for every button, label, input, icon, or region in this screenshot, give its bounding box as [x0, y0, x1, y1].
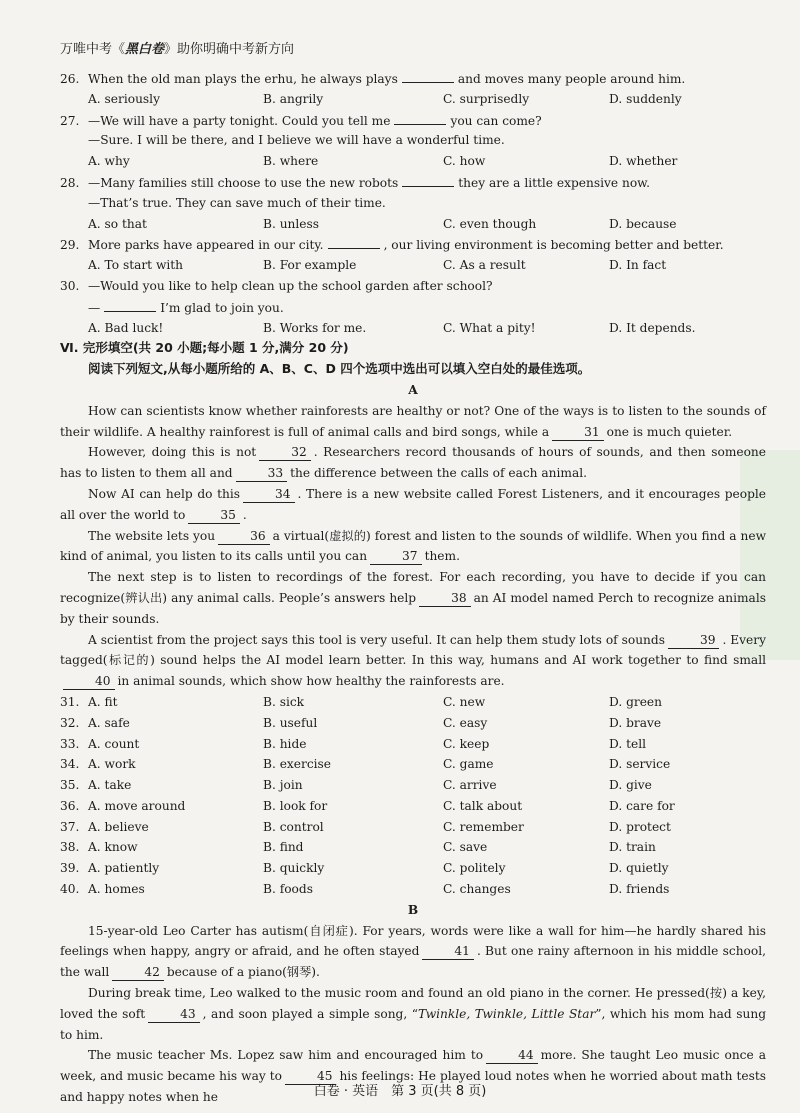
passage-text: The next step is to listen to recordings of the forest. For each recording, you have to decide if you can recognize(辨认出) any animal calls. People’s answers help — [60, 570, 766, 605]
passage-text: an AI model named Perch to recognize animals by their sounds. — [60, 590, 766, 626]
header-brand: 黑白卷 — [125, 42, 165, 57]
option-b: B. join — [263, 778, 303, 793]
question-number: 33. — [60, 736, 80, 751]
question-number: 40. — [60, 882, 80, 897]
question-text: , our living environment is becoming better and better. — [383, 238, 724, 253]
question-number: 35. — [60, 778, 80, 793]
option-d: D. service — [609, 757, 671, 772]
passage-text: one is much quieter. — [606, 424, 733, 439]
question-text: —We will have a party tonight. Could you tell me — [88, 113, 391, 128]
option-d: D. It depends. — [609, 320, 696, 335]
blank-36: 36 — [218, 529, 270, 545]
passage-text: 15-year-old Leo Carter has autism(自闭症). For years, words were like a wall for him—he hardly shared his feelings when happy, angry or afraid, and he often stayed — [60, 923, 766, 959]
option-b: B. For example — [263, 258, 357, 273]
option-c: C. What a pity! — [443, 320, 536, 335]
question-text: —Would you like to help clean up the school garden after school? — [88, 278, 493, 293]
option-row — [60, 879, 766, 900]
option-c: C. surprisedly — [443, 91, 530, 106]
passage-text: in animal sounds, which show how healthy the rainforests are. — [117, 674, 505, 689]
option-a: A. patiently — [88, 861, 160, 876]
passage-a-paragraph-5 — [60, 567, 766, 629]
option-c: C. game — [443, 757, 494, 772]
exam-content — [60, 68, 766, 1108]
option-b: B. unless — [263, 216, 320, 231]
option-d: D. friends — [609, 882, 670, 897]
question-number: 31. — [60, 694, 80, 709]
passage-text: However, doing this is not — [88, 445, 257, 460]
passage-text: because of a piano(钢琴). — [166, 965, 320, 980]
passage-a-label: A — [408, 382, 418, 397]
option-a: A. To start with — [88, 258, 184, 273]
header-prefix: 万唯中考《 — [60, 42, 126, 57]
passage-text: Now AI can help do this — [88, 486, 241, 501]
dash: — — [88, 300, 101, 315]
options-26 — [60, 89, 766, 110]
passage-a-paragraph-4 — [60, 526, 766, 568]
option-a: A. Bad luck! — [88, 320, 164, 335]
option-c: C. even though — [443, 216, 537, 231]
question-28 — [60, 172, 766, 193]
option-b: B. exercise — [263, 757, 332, 772]
option-c: C. arrive — [443, 778, 497, 793]
blank-44: 44 — [486, 1048, 538, 1064]
option-d: D. brave — [609, 715, 662, 730]
blank-43: 43 — [148, 1007, 200, 1023]
passage-text: . — [242, 507, 247, 522]
question-29 — [60, 234, 766, 255]
question-text: I’m glad to join you. — [160, 300, 284, 315]
option-a: A. seriously — [88, 91, 160, 106]
passage-text: his feelings: He played loud notes when he worried about math tests and happy notes when he — [60, 1069, 766, 1105]
option-a: A. know — [88, 840, 138, 855]
option-c: C. keep — [443, 736, 490, 751]
option-d: D. care for — [609, 798, 675, 813]
header-suffix: 》助你明确中考新方向 — [164, 42, 295, 57]
options-28 — [60, 214, 766, 235]
blank-35: 35 — [188, 508, 240, 524]
option-b: B. angrily — [263, 91, 324, 106]
option-b: B. hide — [263, 736, 307, 751]
blank-38: 38 — [419, 591, 471, 607]
question-30-response — [60, 297, 766, 318]
blank-45: 45 — [285, 1069, 337, 1085]
option-a: A. believe — [88, 819, 149, 834]
option-b: B. find — [263, 840, 304, 855]
passage-text: a virtual(虚拟的) forest and listen to the sounds of wildlife. When you find a new kind of animal, you listen to its calls until you can — [60, 528, 767, 564]
passage-text: How can scientists know whether rainforests are healthy or not? One of the ways is to listen to the sounds of their wildlife. A healthy rainforest is full of animal calls and bird songs, while a — [60, 403, 766, 439]
passage-a-paragraph-6 — [60, 630, 766, 692]
option-c: C. easy — [443, 715, 488, 730]
passage-b-paragraph-2 — [60, 983, 766, 1045]
question-number: 38. — [60, 840, 80, 855]
section-title: Ⅵ. 完形填空(共 20 小题;每小题 1 分,满分 20 分) — [60, 340, 349, 356]
passage-text: ”, which his mom had sung to him. — [60, 1006, 766, 1042]
blank-42: 42 — [112, 965, 164, 981]
option-a: A. safe — [88, 715, 130, 730]
passage-text: . But one rainy afternoon in his middle school, the wall — [60, 944, 767, 980]
option-c: C. As a result — [443, 258, 526, 273]
passage-text: them. — [424, 549, 460, 564]
blank-34: 34 — [243, 487, 295, 503]
option-d: D. whether — [609, 154, 678, 169]
options-30 — [60, 318, 766, 339]
passage-b-label: B — [407, 902, 419, 917]
question-27-response: —Sure. I will be there, and I believe we will have a wonderful time. — [88, 133, 505, 148]
question-30 — [60, 276, 766, 297]
option-d: D. suddenly — [609, 91, 682, 106]
option-d: D. quietly — [609, 861, 669, 876]
question-number: 32. — [60, 715, 80, 730]
option-d: D. green — [609, 694, 662, 709]
option-row — [60, 796, 766, 817]
cloze-options — [60, 692, 766, 900]
question-number: 30. — [60, 278, 80, 293]
option-c: C. changes — [443, 882, 511, 897]
option-d: D. tell — [609, 736, 646, 751]
answer-blank — [328, 234, 380, 249]
option-row — [60, 775, 766, 796]
option-b: B. control — [263, 819, 324, 834]
passage-text: . Every tagged(标记的) sound helps the AI model learn better. In this way, humans and AI work together to find small — [60, 632, 766, 668]
passage-text: more. She taught Leo music once a week, and music became his way to — [60, 1048, 767, 1084]
blank-41: 41 — [422, 944, 474, 960]
option-d: D. because — [609, 216, 677, 231]
question-28-response: —That’s true. They can save much of their time. — [88, 195, 386, 210]
passage-b-paragraph-1 — [60, 921, 766, 983]
passage-text: , and soon played a simple song, “ — [202, 1006, 418, 1021]
option-a: A. so that — [88, 216, 147, 231]
option-c: C. new — [443, 694, 486, 709]
question-number: 26. — [60, 72, 80, 86]
blank-31: 31 — [552, 425, 604, 441]
option-d: D. train — [609, 840, 656, 855]
question-text: you can come? — [450, 113, 542, 128]
passage-text: During break time, Leo walked to the music room and found an old piano in the corner. He pressed(按) a key, loved the soft — [60, 986, 766, 1021]
blank-32: 32 — [259, 445, 311, 461]
option-a: A. count — [88, 736, 140, 751]
question-text: they are a little expensive now. — [458, 175, 651, 190]
passage-a-paragraph-3 — [60, 484, 766, 526]
passage-text: . Researchers record thousands of hours of sounds, and then someone has to listen to them all and — [60, 445, 766, 481]
blank-37: 37 — [370, 549, 422, 565]
option-c: C. save — [443, 840, 488, 855]
option-c: C. how — [443, 154, 486, 169]
question-number: 29. — [60, 238, 80, 253]
option-d: D. In fact — [609, 258, 667, 273]
section-instruction: 阅读下列短文,从每小题所给的 A、B、C、D 四个选项中选出可以填入空白处的最佳选项。 — [88, 361, 591, 377]
options-27 — [60, 151, 766, 172]
option-d: D. give — [609, 778, 652, 793]
passage-text: The website lets you — [88, 528, 216, 543]
page-footer: 白卷 · 英语 第 3 页(共 8 页) — [313, 1084, 487, 1099]
option-a: A. move around — [88, 798, 186, 813]
option-row — [60, 754, 766, 775]
question-text: —Many families still choose to use the new robots — [88, 175, 399, 190]
option-row — [60, 692, 766, 713]
option-b: B. Works for me. — [263, 320, 367, 335]
blank-39: 39 — [668, 633, 720, 649]
option-row — [60, 837, 766, 858]
option-a: A. fit — [88, 694, 118, 709]
question-text: and moves many people around him. — [457, 72, 686, 86]
passage-a-paragraph-1 — [60, 401, 766, 443]
option-row — [60, 713, 766, 734]
option-c: C. talk about — [443, 798, 523, 813]
passage-text: The music teacher Ms. Lopez saw him and encouraged him to — [88, 1048, 484, 1063]
option-b: B. quickly — [263, 861, 325, 876]
option-c: C. remember — [443, 819, 524, 834]
option-b: B. sick — [263, 694, 305, 709]
option-b: B. where — [263, 154, 319, 169]
option-a: A. homes — [88, 882, 145, 897]
question-number: 36. — [60, 798, 80, 813]
question-number: 28. — [60, 175, 80, 190]
option-row — [60, 858, 766, 879]
question-number: 34. — [60, 757, 80, 772]
question-26 — [60, 68, 766, 89]
passage-text: the difference between the calls of each animal. — [290, 466, 588, 481]
answer-blank — [402, 68, 454, 83]
option-row — [60, 817, 766, 838]
option-row — [60, 734, 766, 755]
passage-a-paragraph-2 — [60, 442, 766, 484]
blank-40: 40 — [63, 674, 115, 690]
page-header — [60, 38, 294, 57]
passage-text: A scientist from the project says this tool is very useful. It can help them study lots of sounds — [88, 632, 665, 647]
option-b: B. look for — [263, 798, 328, 813]
answer-blank — [394, 110, 446, 125]
answer-blank — [104, 297, 156, 312]
option-c: C. politely — [443, 861, 506, 876]
options-29 — [60, 255, 766, 276]
question-number: 37. — [60, 819, 80, 834]
option-a: A. work — [88, 757, 136, 772]
answer-blank — [402, 172, 454, 187]
option-a: A. take — [88, 778, 132, 793]
blank-33: 33 — [236, 466, 288, 482]
option-d: D. protect — [609, 819, 671, 834]
option-b: B. foods — [263, 882, 313, 897]
option-b: B. useful — [263, 715, 318, 730]
question-27 — [60, 110, 766, 131]
song-title: Twinkle, Twinkle, Little Star — [418, 1006, 596, 1021]
option-a: A. why — [88, 154, 130, 169]
question-text: When the old man plays the erhu, he always plays — [88, 72, 398, 86]
question-text: More parks have appeared in our city. — [88, 238, 324, 253]
question-number: 39. — [60, 861, 80, 876]
question-number: 27. — [60, 113, 80, 128]
passage-text: . There is a new website called Forest Listeners, and it encourages people all over the world to — [60, 486, 766, 522]
